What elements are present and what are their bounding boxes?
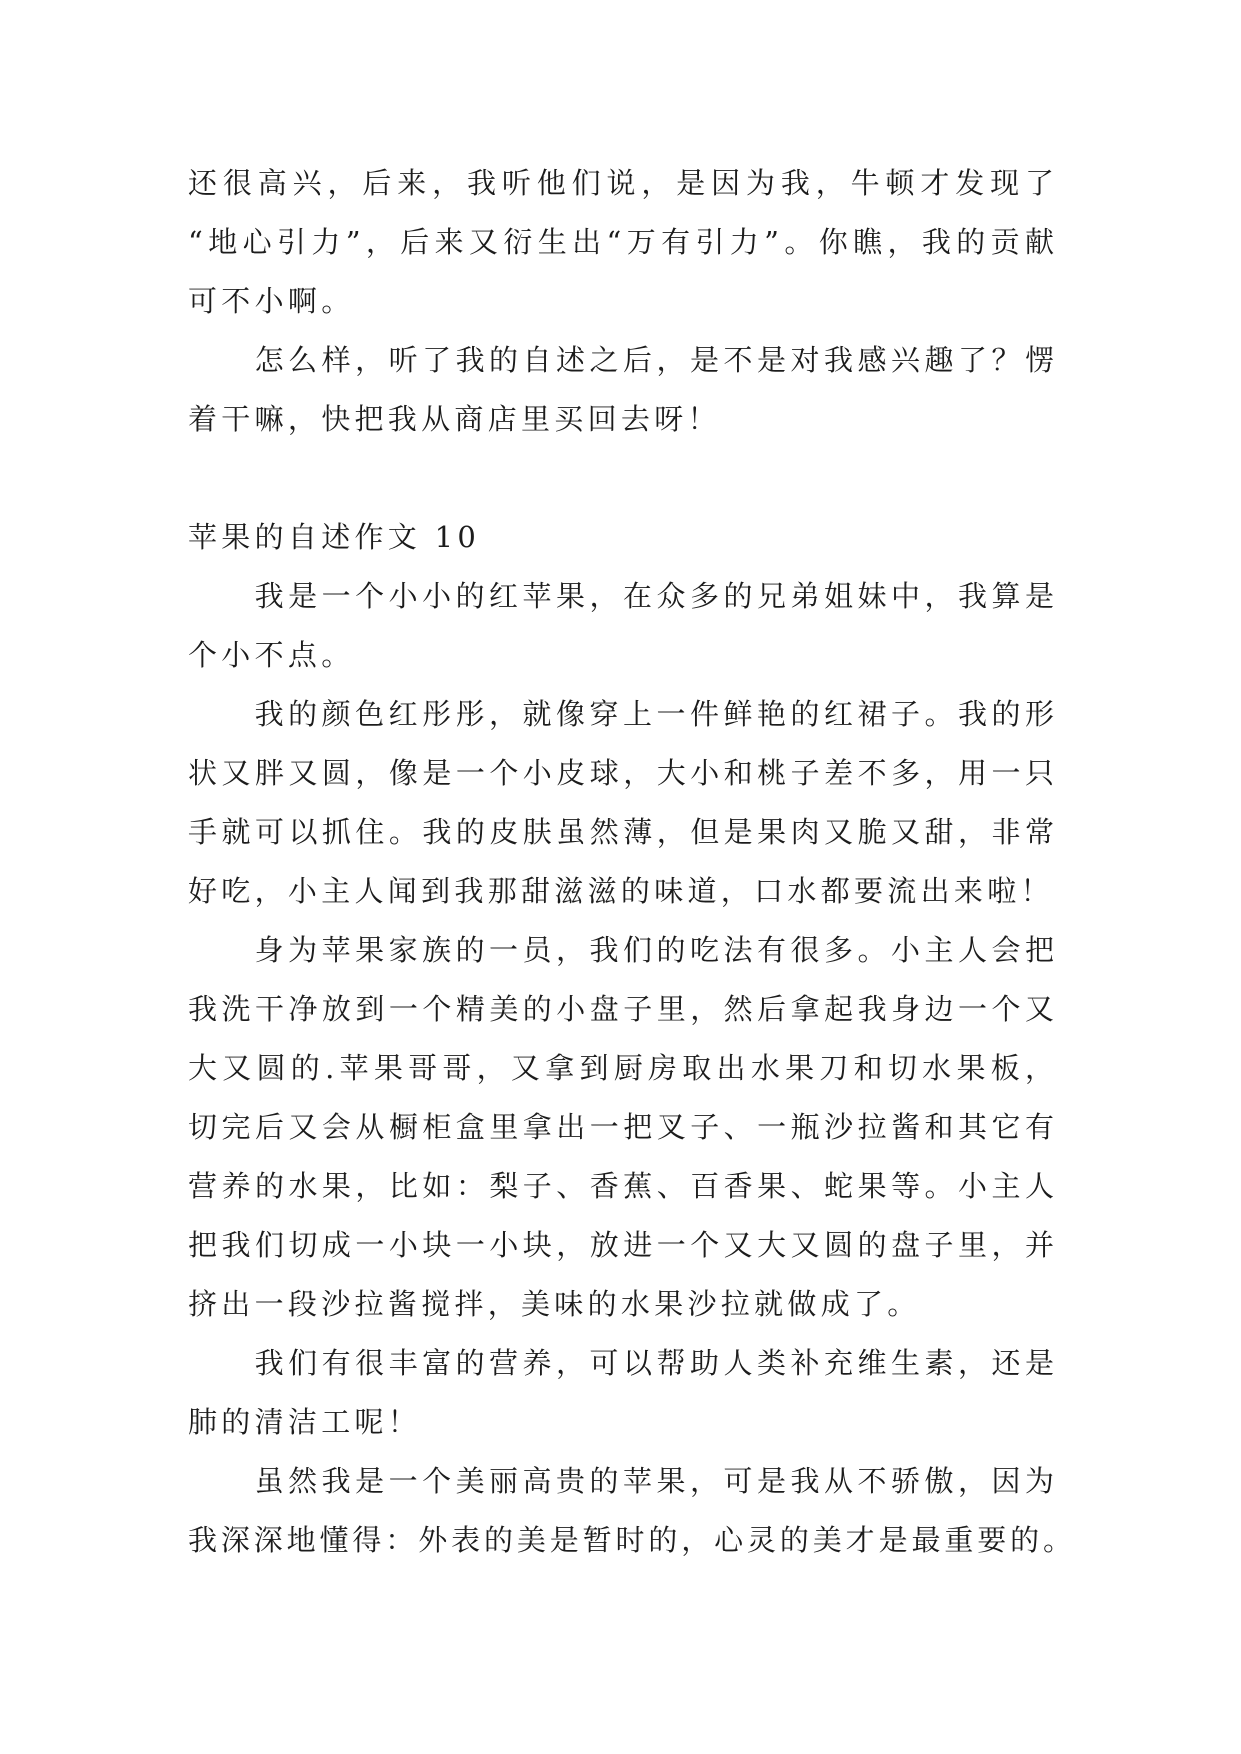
paragraph <box>188 685 1059 921</box>
text-line: 把我们切成一小块一小块，放进一个又大又圆的盘子里，并 <box>188 1228 1059 1262</box>
text-line: 挤出一段沙拉酱搅拌，美味的水果沙拉就做成了。 <box>188 1287 921 1321</box>
text-line: 我们有很丰富的营养，可以帮助人类补充维生素，还是 <box>254 1346 1059 1380</box>
text-line: 肺的清洁工呢！ <box>188 1405 422 1439</box>
text-line: 个小不点。 <box>188 638 355 672</box>
paragraph <box>188 567 1059 685</box>
text-line: 身为苹果家族的一员，我们的吃法有很多。小主人会把 <box>254 933 1059 967</box>
previous-essay-ending <box>188 154 1060 449</box>
text-line: 还很高兴，后来，我听他们说，是因为我，牛顿才发现了 <box>188 166 1060 200</box>
document-body <box>188 154 1076 1570</box>
text-line: 我深深地懂得：外表的美是暂时的，心灵的美才是最重要的。 <box>188 1523 1076 1557</box>
paragraph <box>188 331 1059 449</box>
text-line: 可不小啊。 <box>188 284 355 318</box>
text-line: 好吃，小主人闻到我那甜滋滋的味道，口水都要流出来啦！ <box>188 874 1054 908</box>
text-line: 着干嘛，快把我从商店里买回去呀！ <box>188 402 721 436</box>
text-line: 切完后又会从橱柜盒里拿出一把叉子、一瓶沙拉酱和其它有 <box>188 1110 1059 1144</box>
text-line: 营养的水果，比如：梨子、香蕉、百香果、蛇果等。小主人 <box>188 1169 1059 1203</box>
text-line: 我洗干净放到一个精美的小盘子里，然后拿起我身边一个又 <box>188 992 1059 1026</box>
text-line: 我的颜色红彤彤，就像穿上一件鲜艳的红裙子。我的形 <box>254 697 1059 731</box>
text-line: 怎么样，听了我的自述之后，是不是对我感兴趣了？愣 <box>254 343 1059 377</box>
text-line: 虽然我是一个美丽高贵的苹果，可是我从不骄傲，因为 <box>254 1464 1059 1498</box>
paragraph <box>188 921 1060 1334</box>
paragraph <box>188 1452 1076 1570</box>
text-line: 大又圆的.苹果哥哥，又拿到厨房取出水果刀和切水果板， <box>188 1051 1060 1085</box>
essay-heading: 苹果的自述作文 10 <box>188 520 481 554</box>
paragraph <box>188 154 1060 331</box>
blank-line <box>188 449 1054 508</box>
essay-10 <box>188 508 1076 1570</box>
paragraph <box>188 1334 1059 1452</box>
text-line: “地心引力”，后来又衍生出“万有引力”。你瞧，我的贡献 <box>188 225 1060 259</box>
text-line: 手就可以抓住。我的皮肤虽然薄，但是果肉又脆又甜，非常 <box>188 815 1059 849</box>
text-line: 状又胖又圆，像是一个小皮球，大小和桃子差不多，用一只 <box>188 756 1059 790</box>
text-line: 我是一个小小的红苹果，在众多的兄弟姐妹中，我算是 <box>254 579 1059 613</box>
